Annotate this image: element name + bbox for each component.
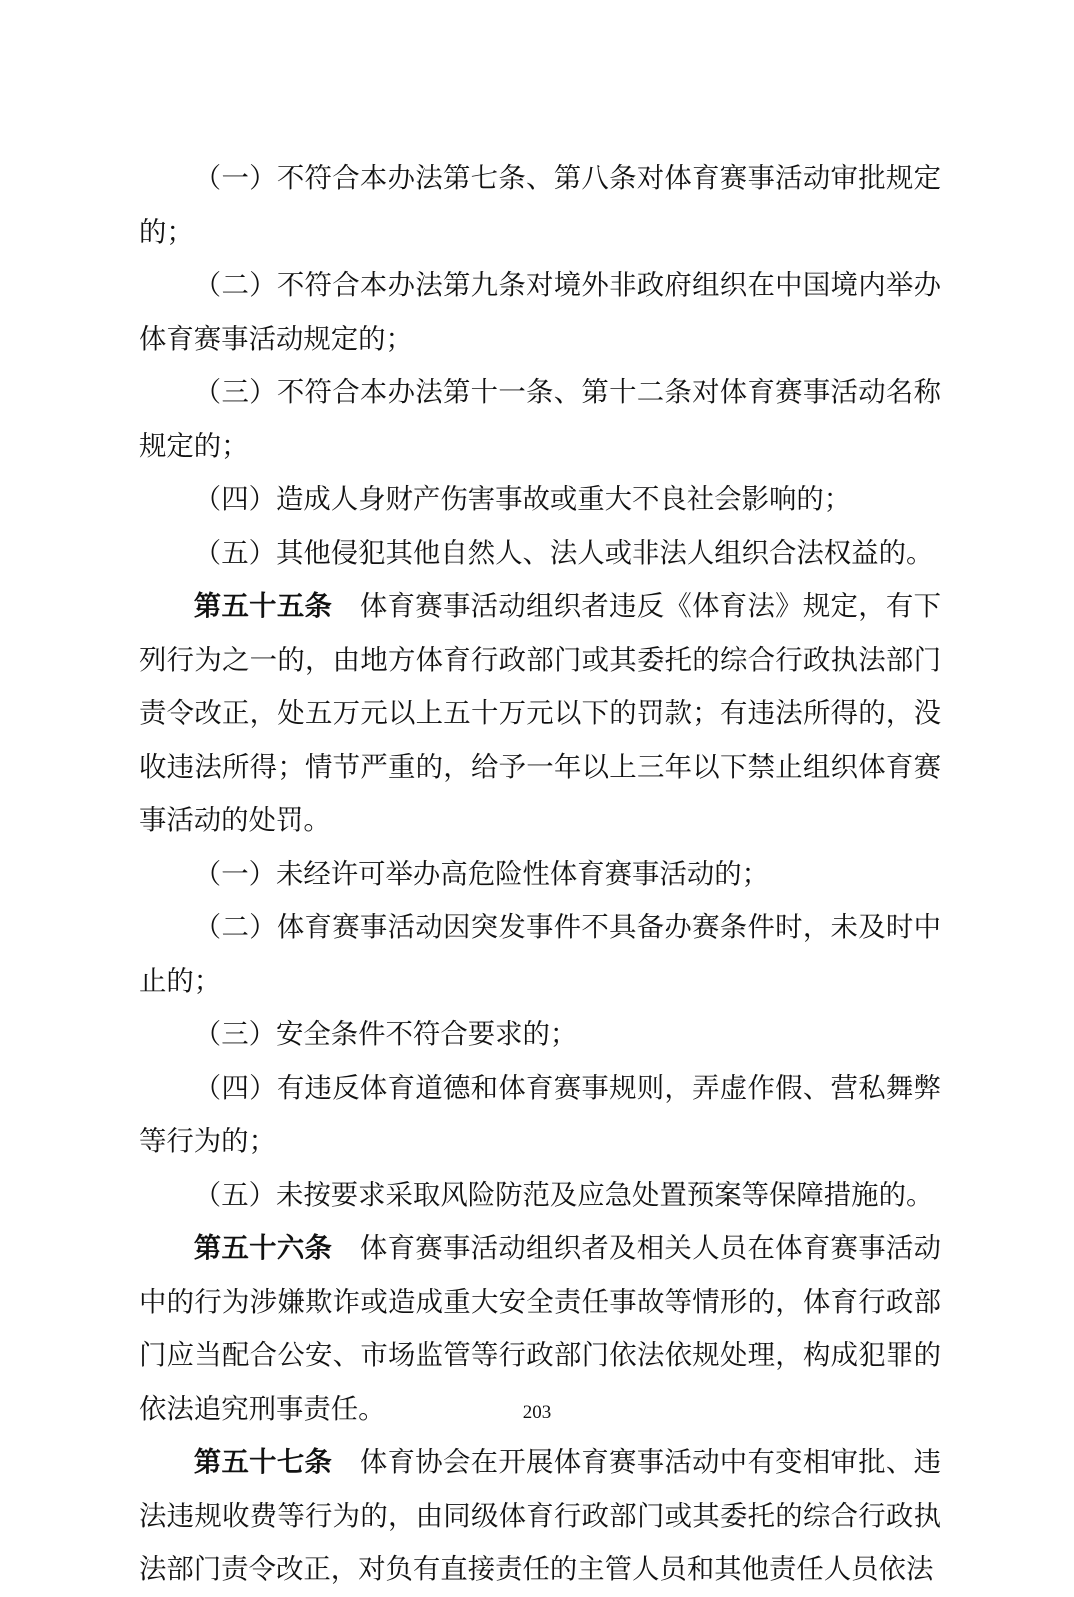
article-57-heading: 第五十七条 [193, 1447, 333, 1478]
paragraph-text: （四）有违反体育道德和体育赛事规则，弄虚作假、营私舞弊等行为的； [139, 1072, 941, 1157]
paragraph-text: 体育赛事活动组织者违反《体育法》规定，有下列行为之一的，由地方体育行政部门或其委托的综合行政执法部门责令改正，处五万元以上五十万元以下的罚款；有违法所得的，没收违法所得；情节严重的，给予一年以上三年以下禁止组织体育赛事活动的处罚。 [139, 591, 941, 836]
page-number: 203 [522, 1402, 552, 1423]
item-3-paragraph [139, 1008, 941, 1062]
item-5-paragraph [139, 527, 941, 581]
item-1-paragraph [139, 848, 941, 902]
article-57-paragraph [139, 1436, 941, 1597]
paragraph-text: 体育赛事活动组织者及相关人员在体育赛事活动中的行为涉嫌欺诈或造成重大安全责任事故等情形的，体育行政部门应当配合公安、市场监管等行政部门依法依规处理，构成犯罪的依法追究刑事责任。 [139, 1233, 941, 1425]
paragraph-text: （四）造成人身财产伤害事故或重大不良社会影响的； [193, 484, 852, 515]
paragraph-text: 体育协会在开展体育赛事活动中有变相审批、违法违规收费等行为的，由同级体育行政部门或其委托的综合行政执法部门责令改正，对负有直接责任的主管人员和其他责任人员依法 [139, 1447, 941, 1585]
item-5-paragraph [139, 1169, 941, 1223]
item-4-paragraph [139, 473, 941, 527]
item-4-paragraph [139, 1062, 941, 1169]
paragraph-text: （一）未经许可举办高危险性体育赛事活动的； [193, 858, 770, 890]
paragraph-text: （五）未按要求采取风险防范及应急处置预案等保障措施的。 [193, 1179, 934, 1211]
article-55-paragraph [139, 580, 941, 848]
paragraph-text: （五）其他侵犯其他自然人、法人或非法人组织合法权益的。 [193, 537, 934, 569]
paragraph-text: （二）体育赛事活动因突发事件不具备办赛条件时，未及时中止的； [139, 912, 941, 997]
document-body [139, 152, 941, 1597]
paragraph-text: （三）安全条件不符合要求的； [193, 1019, 578, 1050]
article-56-heading: 第五十六条 [193, 1233, 333, 1264]
article-55-heading: 第五十五条 [193, 591, 333, 622]
item-2-paragraph [139, 259, 941, 366]
paragraph-text: （三）不符合本办法第十一条、第十二条对体育赛事活动名称规定的； [139, 377, 941, 462]
paragraph-text: （一）不符合本办法第七条、第八条对体育赛事活动审批规定的； [139, 163, 941, 248]
item-3-paragraph [139, 366, 941, 473]
item-1-paragraph [139, 152, 941, 259]
paragraph-text: （二）不符合本办法第九条对境外非政府组织在中国境内举办体育赛事活动规定的； [139, 270, 941, 355]
item-2-paragraph [139, 901, 941, 1008]
